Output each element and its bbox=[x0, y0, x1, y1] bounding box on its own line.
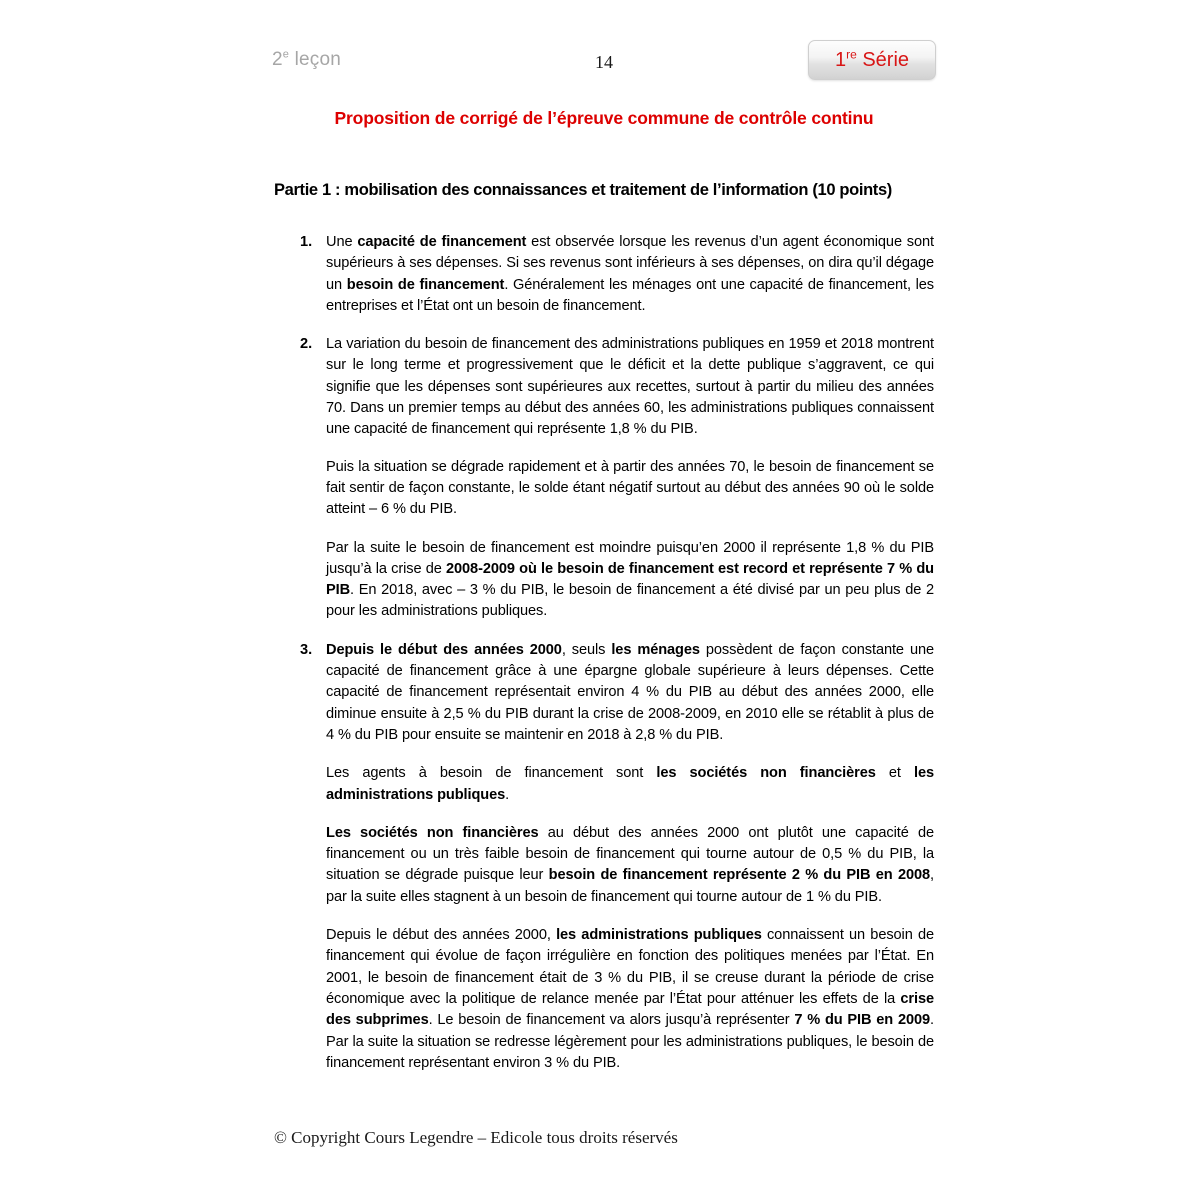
numbered-item-3 bbox=[274, 640, 934, 746]
copyright-footer: © Copyright Cours Legendre – Edicole tous droits réservés bbox=[274, 1128, 678, 1147]
sub-paragraph-3-1 bbox=[326, 763, 934, 806]
series-number: 1 bbox=[834, 48, 847, 71]
paragraph-text: Les sociétés non financières au début des années 2000 ont plutôt une capacité de financement ou un très faible besoin de financement qui tourne autour de 0,5 % du PIB, la situation se dégrade puisque leur besoin de financement représente 2 % du PIB en 2008, par la suite elles stagnent à un besoin de financement qui tourne autour de 1 % du PIB. bbox=[326, 824, 934, 905]
lesson-ordinal-suffix: e bbox=[282, 48, 290, 61]
page-number: 14 bbox=[595, 52, 613, 72]
sub-paragraph-2-2 bbox=[326, 538, 934, 623]
document-body bbox=[274, 232, 934, 1091]
series-badge-label bbox=[834, 46, 910, 72]
paragraph-text: Depuis le début des années 2000, seuls les ménages possèdent de façon constante une capacité de financement grâce à une épargne globale supérieure à leurs dépenses. Cette capacité de financement représentait environ 4 % du PIB au début des années 2000, elle diminue ensuite à 2,5 % du PIB durant la crise de 2008-2009, en 2010 elle se rétablit à plus de 4 % du PIB pour ensuite se maintenir en 2018 à 2,8 % du PIB. bbox=[326, 641, 934, 743]
paragraph-text: La variation du besoin de financement des administrations publiques en 1959 et 2018 montrent sur le long terme et progressivement que le déficit et la dette publique s’aggravent, ce qui signifie que les dépenses sont supérieures aux recettes, surtout à partir du milieu des années 70. Dans un premier temps au début des années 60, les administrations publiques connaissent une capacité de financement qui représente 1,8 % du PIB. bbox=[326, 336, 934, 438]
lesson-word: leçon bbox=[289, 49, 342, 70]
paragraph-text: Les agents à besoin de financement sont les sociétés non financières et les administrations publiques. bbox=[326, 765, 934, 803]
list-marker: 2. bbox=[300, 336, 313, 353]
sub-paragraph-2-1 bbox=[326, 457, 934, 521]
series-ordinal-suffix: re bbox=[846, 46, 857, 61]
paragraph-text: Puis la situation se dégrade rapidement et à partir des années 70, le besoin de financement se fait sentir de façon constante, le solde étant négatif surtout au début des années 90 où le solde atteint – 6 % du PIB. bbox=[326, 458, 934, 518]
series-badge bbox=[808, 40, 936, 80]
part-heading: Partie 1 : mobilisation des connaissances et traitement de l’information (10 points) bbox=[274, 181, 892, 199]
page-header bbox=[272, 40, 936, 88]
list-marker: 3. bbox=[300, 641, 313, 658]
numbered-item-2 bbox=[274, 334, 934, 440]
document-title: Proposition de corrigé de l’épreuve commune de contrôle continu bbox=[334, 108, 874, 128]
sub-paragraph-3-3 bbox=[326, 925, 934, 1074]
series-word: Série bbox=[856, 48, 910, 71]
numbered-item-1 bbox=[274, 232, 934, 317]
list-marker: 1. bbox=[300, 234, 313, 250]
paragraph-text: Depuis le début des années 2000, les administrations publiques connaissent un besoin de financement qui évolue de façon irrégulière en fonction des politiques menées par l’État. En 2001, le besoin de financement était de 3 % du PIB, il se creuse durant la période de crise économique avec la politique de relance menée par l’État pour atténuer les effets de la crise des subprimes. Le besoin de financement va alors jusqu’à représenter 7 % du PIB en 2009. Par la suite la situation se redresse légèrement pour les administrations publiques, le besoin de financement représentant environ 3 % du PIB. bbox=[326, 927, 935, 1071]
paragraph-text: Par la suite le besoin de financement est moindre puisqu’en 2000 il représente 1,8 % du PIB jusqu’à la crise de 2008-2009 où le besoin de financement est record et représente 7 % du PIB. En 2018, avec – 3 % du PIB, le besoin de financement a été divisé par un peu plus de 2 pour les administrations publiques. bbox=[326, 539, 934, 620]
sub-paragraph-3-2 bbox=[326, 823, 934, 908]
lesson-number: 2 bbox=[272, 49, 283, 70]
paragraph-text: Une capacité de financement est observée lorsque les revenus d’un agent économique sont supérieurs à ses dépenses. Si ses revenus sont inférieurs à ses dépenses, on dira qu’il dégage un besoin de financement. Généralement les ménages ont une capacité de financement, les entreprises et l’État ont un besoin de financement. bbox=[326, 234, 934, 314]
